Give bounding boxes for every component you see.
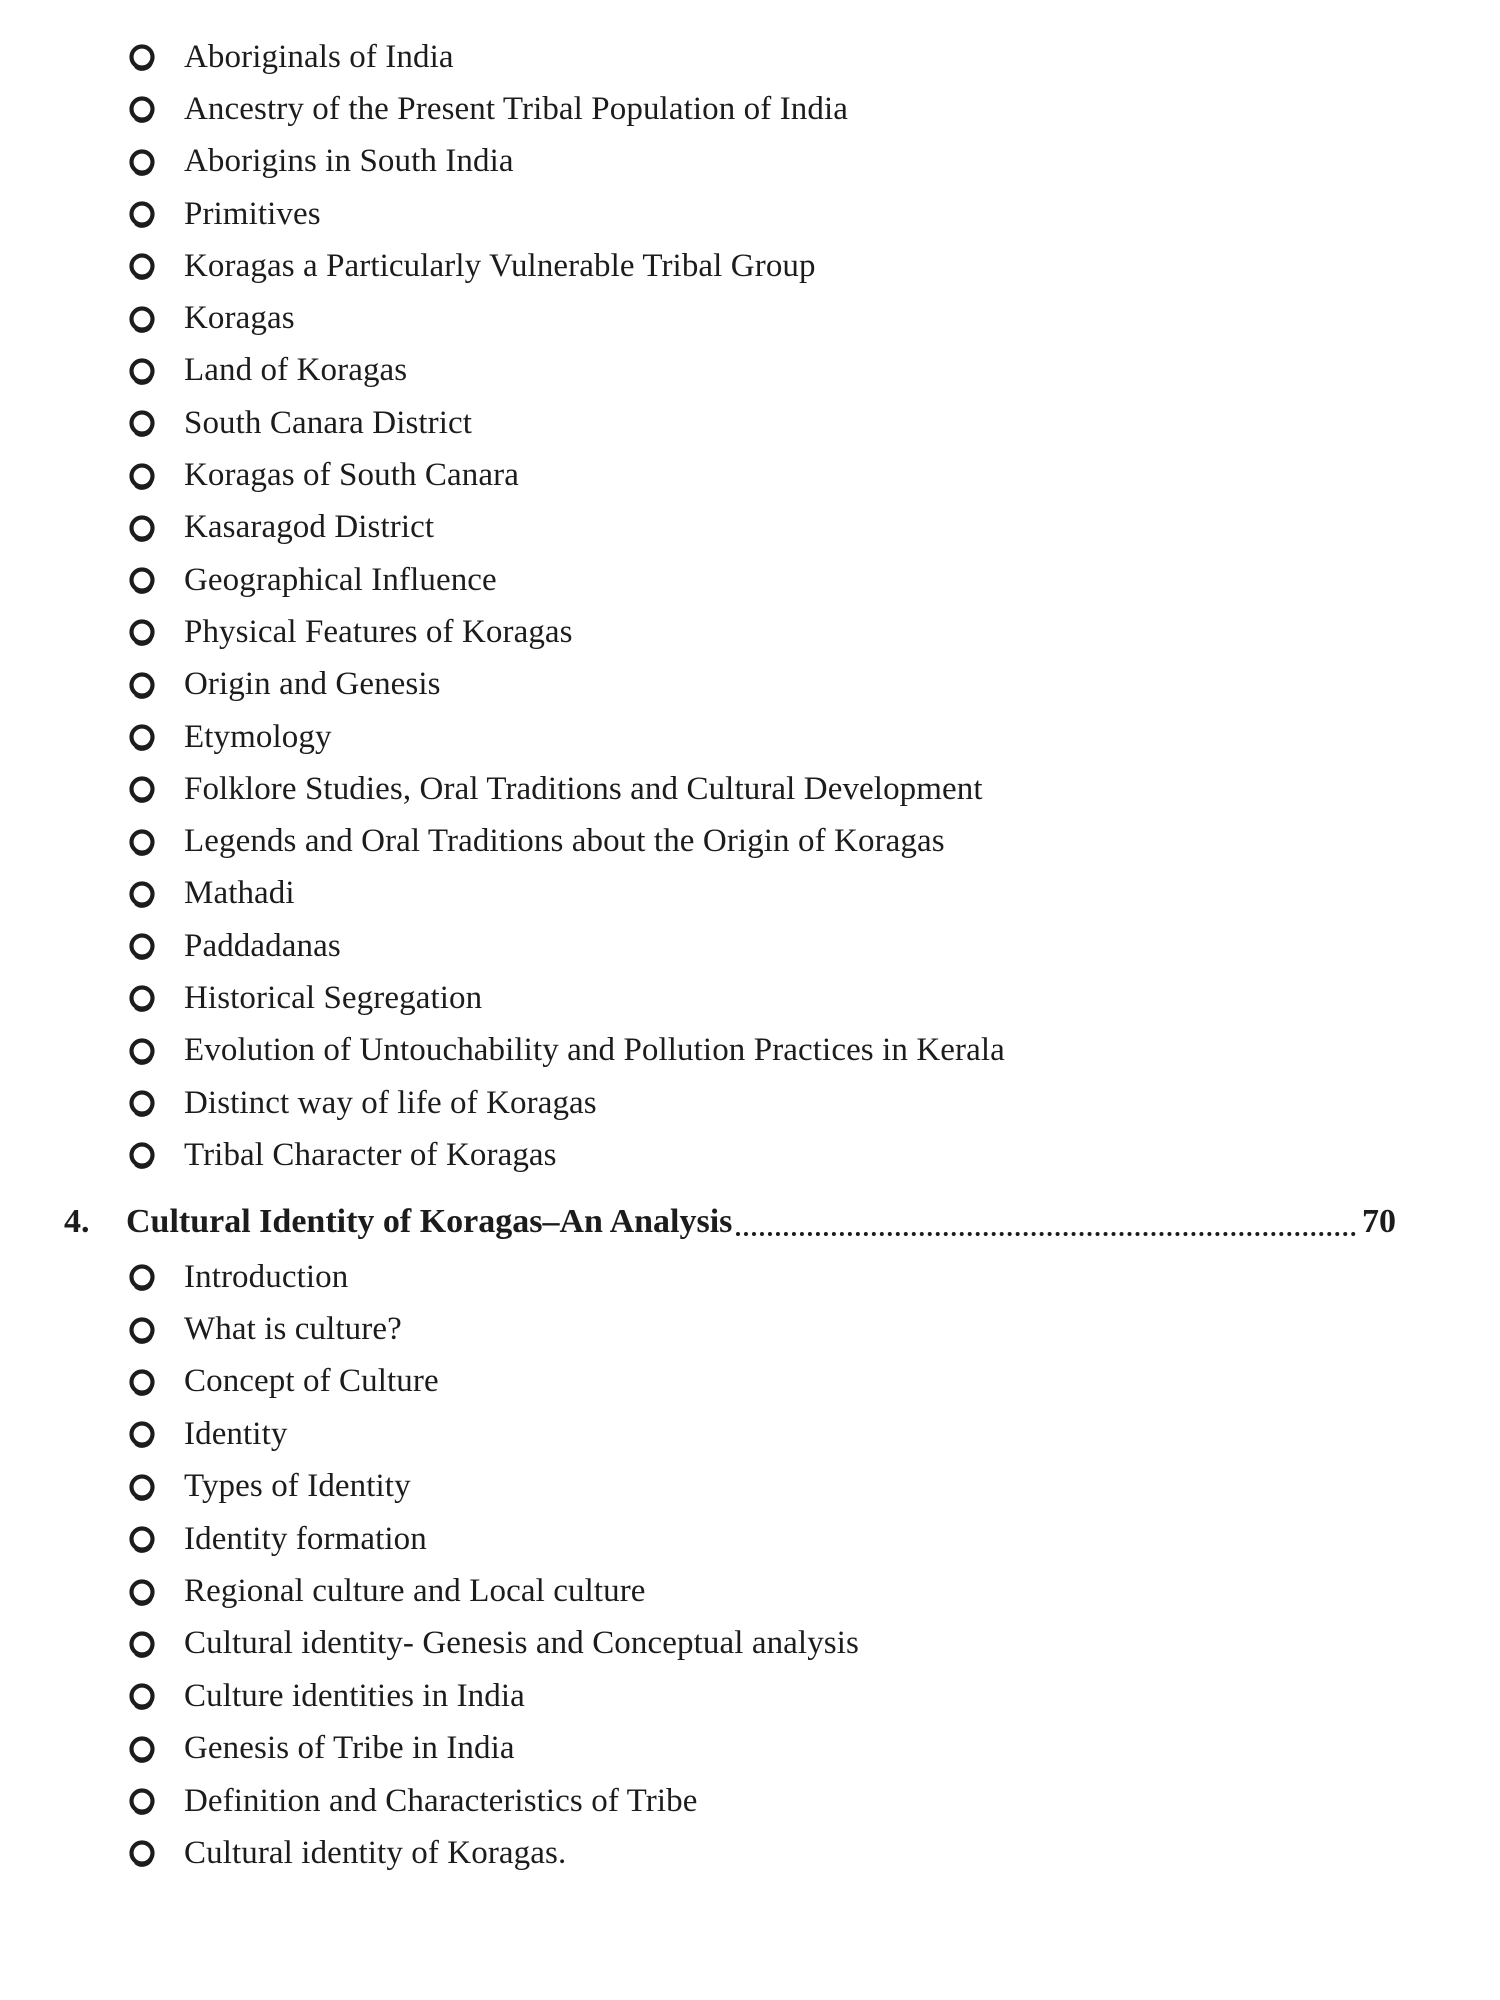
hollow-circle-bullet-icon [126,773,158,805]
hollow-circle-bullet-icon [126,303,158,335]
hollow-circle-bullet-icon [126,930,158,962]
hollow-circle-bullet-icon [126,41,158,73]
list-item [126,815,1005,867]
hollow-circle-bullet-icon [126,982,158,1014]
list-item-text: Tribal Character of Koragas [184,1136,557,1173]
list-item [126,1251,859,1303]
list-item-text: Types of Identity [184,1468,411,1505]
list-item-text: Physical Features of Koragas [184,613,573,650]
hollow-circle-bullet-icon [126,878,158,910]
list-item-text: Cultural identity- Genesis and Conceptual analysis [184,1625,859,1662]
list-item-text: Cultural identity of Koragas. [184,1834,567,1871]
list-item-text: Regional culture and Local culture [184,1573,646,1610]
hollow-circle-bullet-icon [126,1733,158,1765]
list-item [126,449,1005,501]
list-item-text: Culture identities in India [184,1677,525,1714]
list-item-text: Koragas [184,300,295,337]
hollow-circle-bullet-icon [126,93,158,125]
list-item [126,1461,859,1513]
list-item [126,1827,859,1879]
list-item-text: Ancestry of the Present Tribal Population of India [184,90,849,127]
hollow-circle-bullet-icon [126,721,158,753]
hollow-circle-bullet-icon [126,198,158,230]
list-item-text: Folklore Studies, Oral Traditions and Cultural Development [184,770,983,807]
list-item-text: Origin and Genesis [184,666,441,703]
list-item [126,502,1005,554]
hollow-circle-bullet-icon [126,1680,158,1712]
list-item [126,763,1005,815]
list-item [126,972,1005,1024]
list-item-text: Paddadanas [184,927,341,964]
hollow-circle-bullet-icon [126,1366,158,1398]
list-item-text: Introduction [184,1258,349,1295]
list-item-text: Identity [184,1415,288,1452]
chapter-title: Cultural Identity of Koragas–An Analysis [126,1203,733,1240]
list-item [126,711,1005,763]
dot-leader [736,1198,1356,1236]
list-item [126,136,1005,188]
list-item-text: Land of Koragas [184,352,408,389]
list-item [126,1565,859,1617]
list-item [126,868,1005,920]
topic-list-chapter-4 [126,1251,859,1880]
list-item [126,1670,859,1722]
chapter-number: 4. [64,1203,90,1240]
hollow-circle-bullet-icon [126,1035,158,1067]
list-item [126,1356,859,1408]
list-item [126,83,1005,135]
list-item-text: Etymology [184,718,332,755]
list-item [126,606,1005,658]
list-item-text: Aboriginals of India [184,38,454,75]
hollow-circle-bullet-icon [126,460,158,492]
list-item [126,554,1005,606]
list-item-text: Identity formation [184,1520,427,1557]
list-item [126,1077,1005,1129]
list-item-text: Koragas a Particularly Vulnerable Tribal Group [184,247,816,284]
list-item-text: Geographical Influence [184,561,497,598]
hollow-circle-bullet-icon [126,826,158,858]
hollow-circle-bullet-icon [126,146,158,178]
hollow-circle-bullet-icon [126,1576,158,1608]
list-item [126,345,1005,397]
list-item-text: Kasaragod District [184,509,435,546]
hollow-circle-bullet-icon [126,512,158,544]
list-item-text: Concept of Culture [184,1363,439,1400]
hollow-circle-bullet-icon [126,1628,158,1660]
hollow-circle-bullet-icon [126,616,158,648]
list-item [126,31,1005,83]
list-item [126,1513,859,1565]
hollow-circle-bullet-icon [126,1261,158,1293]
list-item [126,920,1005,972]
list-item-text: Mathadi [184,875,295,912]
hollow-circle-bullet-icon [126,564,158,596]
list-item-text: What is culture? [184,1311,402,1348]
list-item [126,1025,1005,1077]
hollow-circle-bullet-icon [126,1314,158,1346]
list-item [126,1618,859,1670]
list-item [126,188,1005,240]
chapter-page-number: 70 [1362,1203,1396,1240]
list-item [126,1408,859,1460]
list-item-text: Primitives [184,195,321,232]
list-item [126,240,1005,292]
list-item [126,1775,859,1827]
list-item-text: South Canara District [184,404,473,441]
list-item [126,659,1005,711]
hollow-circle-bullet-icon [126,1523,158,1555]
list-item-text: Definition and Characteristics of Tribe [184,1782,698,1819]
topic-list-previous-chapter [126,31,1005,1182]
hollow-circle-bullet-icon [126,1087,158,1119]
list-item [126,1129,1005,1181]
list-item-text: Evolution of Untouchability and Pollution Practices in Kerala [184,1032,1005,1069]
hollow-circle-bullet-icon [126,669,158,701]
hollow-circle-bullet-icon [126,1139,158,1171]
hollow-circle-bullet-icon [126,1837,158,1869]
list-item-text: Genesis of Tribe in India [184,1730,515,1767]
list-item-text: Historical Segregation [184,979,483,1016]
list-item-text: Legends and Oral Traditions about the Origin of Koragas [184,823,945,860]
list-item [126,1303,859,1355]
list-item-text: Aborigins in South India [184,143,514,180]
hollow-circle-bullet-icon [126,1471,158,1503]
list-item-text: Distinct way of life of Koragas [184,1084,597,1121]
list-item-text: Koragas of South Canara [184,457,519,494]
list-item [126,1723,859,1775]
hollow-circle-bullet-icon [126,1418,158,1450]
list-item [126,292,1005,344]
chapter-heading [64,1196,1396,1248]
hollow-circle-bullet-icon [126,1785,158,1817]
list-item [126,397,1005,449]
hollow-circle-bullet-icon [126,407,158,439]
hollow-circle-bullet-icon [126,355,158,387]
hollow-circle-bullet-icon [126,250,158,282]
